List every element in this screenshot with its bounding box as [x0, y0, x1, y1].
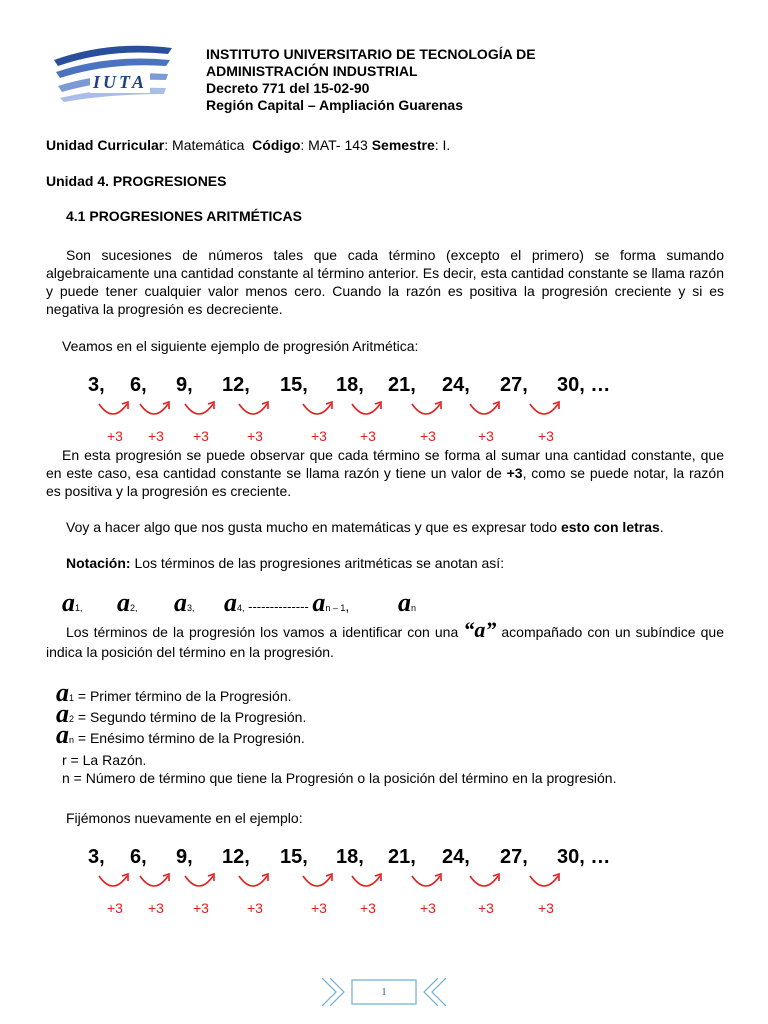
increment-label: +3 — [311, 428, 327, 444]
unidad-label: Unidad Curricular — [46, 137, 165, 153]
sequence-term: 21, — [388, 846, 416, 868]
increment-arrow-icon — [136, 398, 176, 422]
increment-label: +3 — [538, 428, 554, 444]
increment-label: +3 — [107, 900, 123, 916]
sequence-term: 3, — [88, 846, 105, 868]
increment-arrow-icon — [526, 870, 566, 894]
sequence-term: 30, … — [557, 374, 611, 396]
increment-label: +3 — [247, 900, 263, 916]
sequence-term: 15, — [280, 374, 308, 396]
sequence-term: 27, — [500, 374, 528, 396]
increment-label: +3 — [478, 900, 494, 916]
letter-a: “a” — [463, 617, 497, 642]
increment-arrow-icon — [348, 870, 388, 894]
section-title: 4.1 PROGRESIONES ARITMÉTICAS — [66, 208, 302, 224]
paragraph-notation-text: Los términos de la progresión los vamos a identificar con una — [66, 624, 459, 640]
increment-label: +3 — [148, 428, 164, 444]
paragraph-notation — [46, 617, 724, 662]
sequence-term: 27, — [500, 846, 528, 868]
sequence-term: 18, — [336, 374, 364, 396]
increment-arrow-icon — [95, 398, 135, 422]
increment-label: +3 — [148, 900, 164, 916]
increment-arrow-icon — [235, 870, 275, 894]
increment-arrow-icon — [181, 870, 221, 894]
sequence-term: 30, … — [557, 846, 611, 868]
curricular-info — [46, 137, 450, 153]
unidad-value: : Matemática — [164, 137, 245, 153]
term-a3: a — [174, 588, 187, 617]
increment-arrow-icon — [348, 398, 388, 422]
term-an: a — [398, 588, 411, 617]
paragraph-definition-text: Son sucesiones de números tales que cada término (excepto el primero) se forma sumando algebraicamente una cantidad constante al término anterior. Es decir, esta cantidad constante se llama razón y puede tener cualquier valor menos cero. Cuando la razón es positiva la progresión creciente y si es negativa la progresión es decreciente. — [46, 247, 724, 317]
def-an-text: = Enésimo término de la Progresión. — [74, 730, 305, 746]
paragraph-letters-bold: esto con letras — [560, 519, 660, 535]
terms-dashes: -------------- — [244, 599, 313, 614]
term-a3-sub: 3, — [187, 603, 195, 613]
notation-line — [66, 555, 504, 571]
increment-label: +3 — [247, 428, 263, 444]
codigo-label: Código — [252, 137, 301, 153]
logo-text: IUTA — [90, 72, 150, 93]
increment-label: +3 — [538, 900, 554, 916]
institution-header — [206, 46, 536, 114]
sequence-term: 9, — [176, 846, 193, 868]
paragraph-explanation — [46, 446, 724, 500]
paragraph-definition — [46, 246, 724, 318]
term-an-sub: n — [411, 603, 417, 613]
term-a4-sub: 4, — [237, 603, 245, 613]
term-a1: a — [62, 588, 75, 617]
term-a2-sub: 2, — [130, 603, 138, 613]
def-an-letter: a — [56, 720, 69, 749]
header-line-2: ADMINISTRACIÓN INDUSTRIAL — [206, 63, 418, 79]
iuta-logo — [50, 38, 176, 108]
razon-value: +3 — [506, 465, 523, 481]
sequence-term: 12, — [222, 846, 250, 868]
term-an-1: a — [312, 588, 326, 617]
sequence-term: 15, — [280, 846, 308, 868]
notation-label: Notación: — [66, 555, 131, 571]
page-number: 1 — [381, 986, 387, 998]
sequence-example-1 — [0, 374, 768, 446]
sequence-term: 12, — [222, 374, 250, 396]
sequence-term: 3, — [88, 374, 105, 396]
increment-label: +3 — [193, 900, 209, 916]
increment-label: +3 — [107, 428, 123, 444]
page-footer — [318, 974, 450, 1010]
sequence-term: 24, — [442, 374, 470, 396]
increment-arrow-icon — [466, 870, 506, 894]
increment-label: +3 — [478, 428, 494, 444]
increment-arrow-icon — [235, 398, 275, 422]
def-a1-sub: 1 — [69, 693, 75, 703]
sequence-term: 6, — [130, 374, 147, 396]
sequence-term: 9, — [176, 374, 193, 396]
def-r: r = La Razón. — [62, 752, 147, 768]
increment-arrow-icon — [526, 398, 566, 422]
sequence-term: 6, — [130, 846, 147, 868]
sequence-term: 21, — [388, 374, 416, 396]
header-line-3: Decreto 771 del 15-02-90 — [206, 80, 370, 96]
sequence-example-2 — [0, 846, 768, 918]
increment-arrow-icon — [181, 398, 221, 422]
increment-label: +3 — [311, 900, 327, 916]
def-a2-text: = Segundo término de la Progresión. — [74, 709, 307, 725]
increment-arrow-icon — [299, 870, 339, 894]
increment-label: +3 — [420, 428, 436, 444]
increment-arrow-icon — [95, 870, 135, 894]
notation-text: Los términos de las progresiones aritméticas se anotan así: — [130, 555, 505, 571]
def-n: n = Número de término que tiene la Progresión o la posición del término en la progresión. — [62, 770, 617, 786]
increment-label: +3 — [360, 900, 376, 916]
term-a1-sub: 1, — [75, 603, 83, 613]
increment-arrow-icon — [136, 870, 176, 894]
again-intro: Fijémonos nuevamente en el ejemplo: — [66, 810, 303, 826]
def-a1-letter: a — [56, 678, 69, 707]
header-line-1: INSTITUTO UNIVERSITARIO DE TECNOLOGÍA DE — [206, 46, 536, 62]
paragraph-explanation-end: , como se puede notar, la razón es positiva y la progresión es creciente. — [46, 465, 725, 499]
header-line-4: Región Capital – Ampliación Guarenas — [206, 97, 463, 113]
increment-label: +3 — [360, 428, 376, 444]
increment-arrow-icon — [408, 870, 448, 894]
increment-arrow-icon — [299, 398, 339, 422]
increment-arrow-icon — [466, 398, 506, 422]
terms-notation — [62, 588, 662, 620]
def-an-sub: n — [69, 735, 75, 745]
term-an-1-sub: n – 1 — [325, 603, 346, 613]
increment-arrow-icon — [408, 398, 448, 422]
paragraph-letters-end: . — [659, 519, 664, 535]
definitions-list — [52, 678, 617, 787]
paragraph-explanation-text: En esta progresión se puede observar que cada término se forma al sumar una cantidad constante, que en este caso, esa cantidad constante se llama razón y tiene un valor de — [46, 447, 724, 481]
sequence-term: 24, — [442, 846, 470, 868]
def-an — [56, 720, 616, 751]
example-intro: Veamos en el siguiente ejemplo de progresión Aritmética: — [62, 338, 419, 354]
codigo-value: : MAT- 143 — [300, 137, 368, 153]
term-a4: a — [224, 588, 237, 617]
terms-comma: , — [345, 598, 350, 614]
unit-title: Unidad 4. PROGRESIONES — [46, 173, 227, 189]
sequence-term: 18, — [336, 846, 364, 868]
paragraph-letters — [66, 519, 664, 535]
increment-label: +3 — [420, 900, 436, 916]
def-a2-sub: 2 — [69, 714, 75, 724]
def-a1-text: = Primer término de la Progresión. — [74, 688, 292, 704]
paragraph-letters-text: Voy a hacer algo que nos gusta mucho en matemáticas y que es expresar todo — [66, 519, 561, 535]
semestre-label: Semestre — [371, 137, 435, 153]
def-a2-letter: a — [56, 699, 69, 728]
semestre-value: : I. — [434, 137, 451, 153]
increment-label: +3 — [193, 428, 209, 444]
paragraph-notation-end: acompañado con un subíndice que indica la posición del término en la progresión. — [46, 624, 724, 660]
term-a2: a — [117, 588, 130, 617]
